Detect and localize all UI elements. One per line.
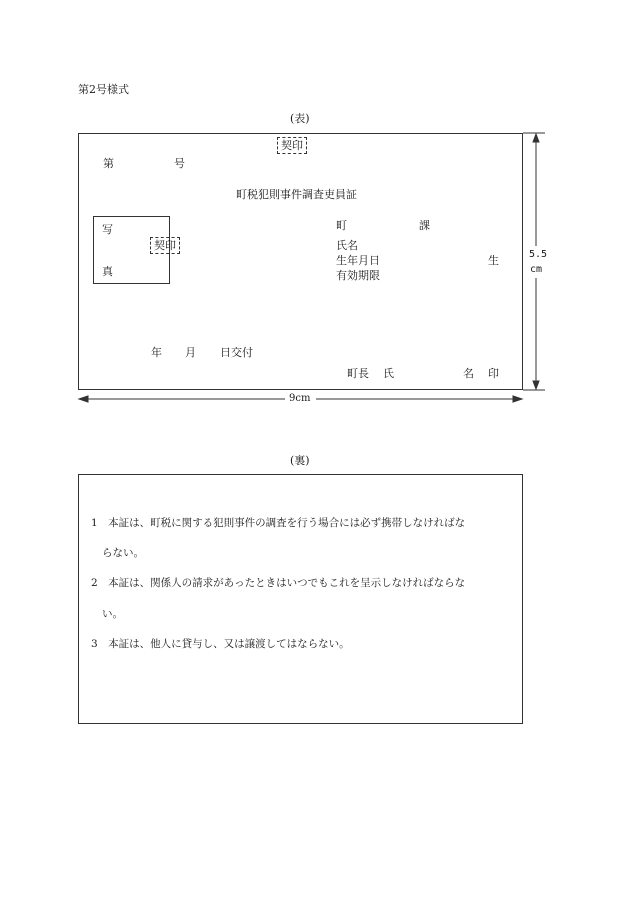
front-heading: (表): [290, 112, 310, 125]
birth-label: 生年月日: [336, 254, 380, 267]
back-card-frame: [78, 474, 523, 724]
back-heading: (裏): [290, 454, 310, 467]
mayor-label: 町長: [347, 367, 369, 380]
seal-mark-top: 契印: [277, 137, 307, 154]
mayor-honorific: 氏: [383, 367, 394, 380]
number-prefix: 第: [103, 157, 114, 170]
issue-day: 日交付: [220, 346, 253, 359]
issue-year: 年: [151, 346, 162, 359]
valid-until-label: 有効期限: [336, 269, 380, 282]
town-label: 町: [336, 219, 347, 232]
name-mark: 名: [463, 367, 474, 380]
back-item-2-cont: い。: [102, 608, 123, 620]
back-item-3: 3 本証は、他人に貸与し、又は譲渡してはならない。: [91, 638, 350, 650]
width-dimension: 9cm: [289, 393, 311, 404]
back-item-2: 2 本証は、関係人の請求があったときはいつでもこれを呈示しなければならな: [91, 577, 466, 589]
stamp-mark: 印: [488, 367, 499, 380]
card-title: 町税犯則事件調査吏員証: [236, 188, 357, 201]
photo-label-top: 写: [102, 223, 113, 236]
name-label: 氏名: [336, 239, 358, 252]
back-item-1-cont: らない。: [102, 547, 144, 559]
section-label: 課: [419, 219, 430, 232]
photo-label-bottom: 真: [102, 265, 113, 278]
seal-mark-photo: 契印: [150, 237, 180, 254]
birth-suffix: 生: [488, 254, 499, 267]
back-item-1: 1 本証は、町税に関する犯則事件の調査を行う場合には必ず携帯しなければな: [91, 517, 466, 529]
issue-month: 月: [185, 346, 196, 359]
height-dimension-unit: cm: [530, 264, 543, 275]
number-suffix: 号: [174, 157, 185, 170]
form-number: 第2号様式: [78, 83, 129, 96]
height-dimension-value: 5.5: [529, 249, 548, 260]
